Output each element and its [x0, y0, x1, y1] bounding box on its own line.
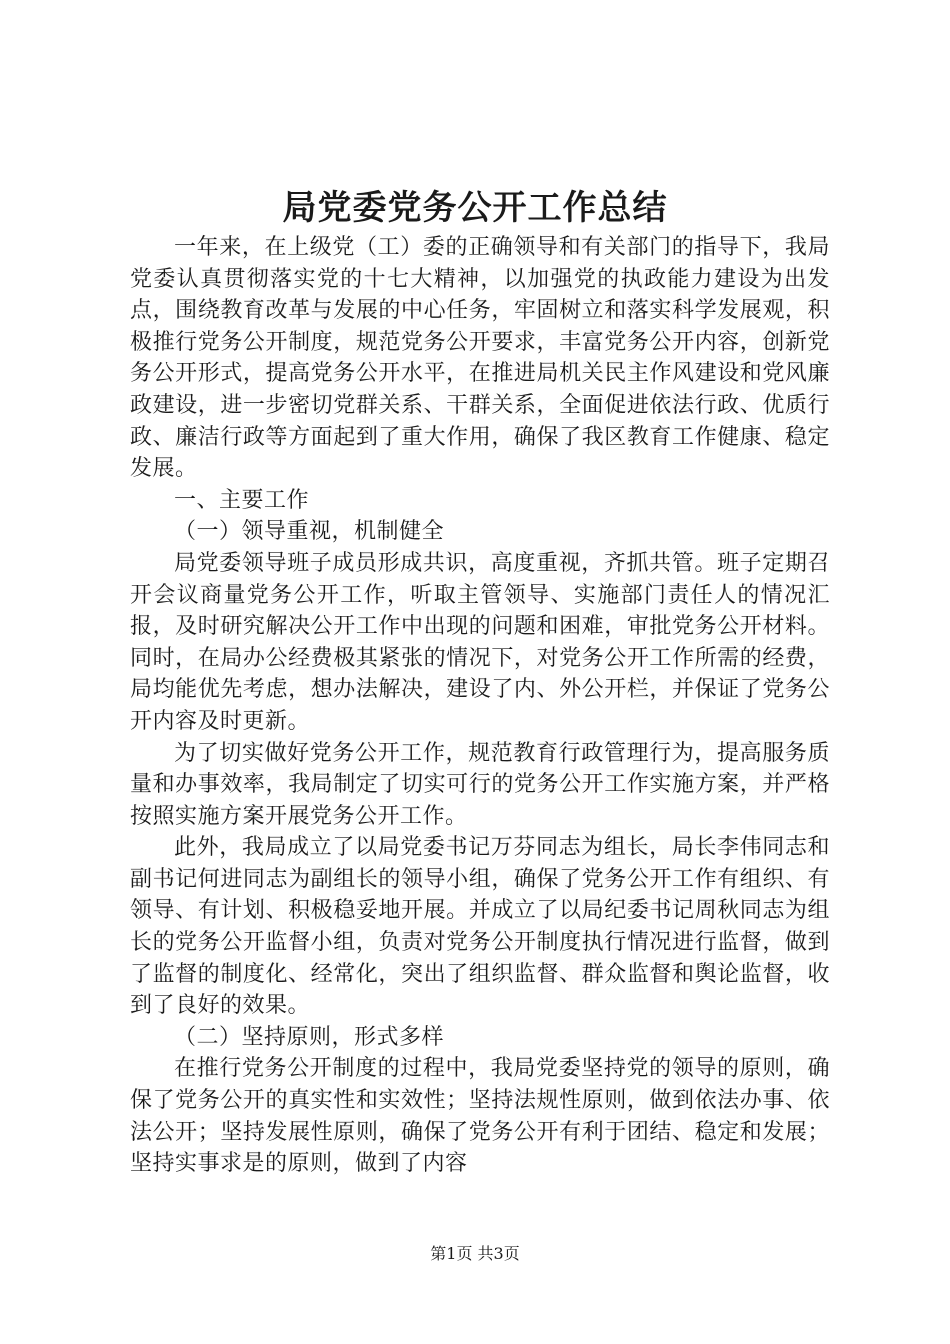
- section-heading-main-work: 一、主要工作: [174, 487, 310, 513]
- paragraph-principles: 在推行党务公开制度的过程中，我局党委坚持党的领导的原则，确保了党务公开的真实性和实效性；坚持法规性原则，做到依法办事、依法公开；坚持发展性原则，确保了党务公开有利于团结、稳定和发展；坚持实事求是的原则，做到了内容: [130, 1056, 830, 1177]
- paragraph-leadership: 局党委领导班子成员形成共识，高度重视，齐抓共管。班子定期召开会议商量党务公开工作，听取主管领导、实施部门责任人的情况汇报，及时研究解决公开工作中出现的问题和困难，审批党务公开材料。同时，在局办公经费极其紧张的情况下，对党务公开工作所需的经费，局均能优先考虑，想办法解决，建设了内、外公开栏，并保证了党务公开内容及时更新。: [130, 550, 830, 734]
- page-number-footer: 第1页 共3页: [430, 1244, 520, 1263]
- subsection-heading-principles: （二）坚持原则，形式多样: [174, 1024, 445, 1050]
- subsection-heading-leadership: （一）领导重视，机制健全: [174, 519, 445, 545]
- paragraph-implementation-plan: 为了切实做好党务公开工作，规范教育行政管理行为，提高服务质量和办事效率，我局制定了切实可行的党务公开工作实施方案，并严格按照实施方案开展党务公开工作。: [130, 740, 830, 829]
- document-title: 局党委党务公开工作总结: [282, 188, 668, 228]
- paragraph-leading-group: 此外，我局成立了以局党委书记万芬同志为组长，局长李伟同志和副书记何进同志为副组长的领导小组，确保了党务公开工作有组织、有领导、有计划、积极稳妥地开展。并成立了以局纪委书记周秋同志为组长的党务公开监督小组，负责对党务公开制度执行情况进行监督，做到了监督的制度化、经常化，突出了组织监督、群众监督和舆论监督，收到了良好的效果。: [130, 835, 830, 1019]
- document-body: [130, 232, 830, 1180]
- paragraph-intro: 一年来，在上级党（工）委的正确领导和有关部门的指导下，我局党委认真贯彻落实党的十七大精神，以加强党的执政能力建设为出发点，围绕教育改革与发展的中心任务，牢固树立和落实科学发展观，积极推行党务公开制度，规范党务公开要求，丰富党务公开内容，创新党务公开形式，提高党务公开水平，在推进局机关民主作风建设和党风廉政建设，进一步密切党群关系、干群关系，全面促进依法行政、优质行政、廉洁行政等方面起到了重大作用，确保了我区教育工作健康、稳定发展。: [130, 235, 830, 482]
